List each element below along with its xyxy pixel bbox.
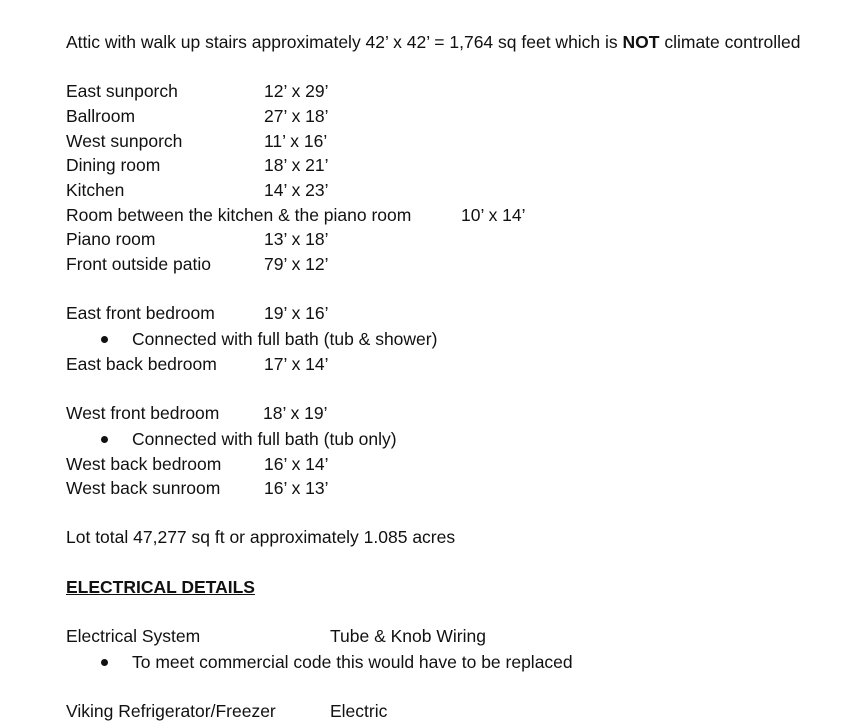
room-size: 18’ x 21’ bbox=[264, 155, 329, 175]
detail-name: Electrical System bbox=[66, 626, 201, 646]
room-size: 16’ x 13’ bbox=[264, 478, 329, 498]
room-size: 14’ x 23’ bbox=[264, 180, 329, 200]
bullet-note: Connected with full bath (tub & shower) bbox=[132, 329, 438, 349]
room-name: Ballroom bbox=[66, 106, 136, 126]
room-name: West front bedroom bbox=[66, 403, 220, 423]
detail-value: Electric bbox=[330, 701, 388, 721]
room-size: 16’ x 14’ bbox=[264, 454, 329, 474]
lot-total: Lot total 47,277 sq ft or approximately 1.085 acres bbox=[66, 527, 456, 547]
room-size: 10’ x 14’ bbox=[461, 205, 526, 225]
room-name: East sunporch bbox=[66, 81, 178, 101]
room-size: 12’ x 29’ bbox=[264, 81, 329, 101]
room-name: Dining room bbox=[66, 155, 161, 175]
bullet-icon bbox=[101, 436, 108, 443]
room-name: West back bedroom bbox=[66, 454, 222, 474]
room-name: Piano room bbox=[66, 229, 156, 249]
detail-value: Tube & Knob Wiring bbox=[330, 626, 486, 646]
room-name: West sunporch bbox=[66, 131, 183, 151]
room-size: 19’ x 16’ bbox=[264, 303, 329, 323]
bullet-note: To meet commercial code this would have to be replaced bbox=[132, 652, 573, 672]
room-size: 13’ x 18’ bbox=[264, 229, 329, 249]
room-name: East back bedroom bbox=[66, 354, 217, 374]
cropped-heading-fragment bbox=[66, 0, 446, 2]
room-name: Room between the kitchen & the piano room bbox=[66, 205, 412, 225]
detail-name: Viking Refrigerator/Freezer bbox=[66, 701, 276, 721]
room-size: 18’ x 19’ bbox=[263, 403, 328, 423]
room-name: Kitchen bbox=[66, 180, 125, 200]
attic-description: Attic with walk up stairs approximately 42’ x 42’ = 1,764 sq feet which is NOT climate controlled bbox=[66, 32, 801, 52]
bullet-icon bbox=[101, 336, 108, 343]
bullet-icon bbox=[101, 659, 108, 666]
bullet-note: Connected with full bath (tub only) bbox=[132, 429, 397, 449]
room-name: West back sunroom bbox=[66, 478, 221, 498]
room-name: East front bedroom bbox=[66, 303, 215, 323]
room-size: 11’ x 16’ bbox=[264, 131, 328, 151]
room-size: 27’ x 18’ bbox=[264, 106, 329, 126]
room-size: 17’ x 14’ bbox=[264, 354, 329, 374]
section-heading: ELECTRICAL DETAILS bbox=[66, 577, 255, 597]
room-name: Front outside patio bbox=[66, 254, 211, 274]
room-size: 79’ x 12’ bbox=[264, 254, 329, 274]
